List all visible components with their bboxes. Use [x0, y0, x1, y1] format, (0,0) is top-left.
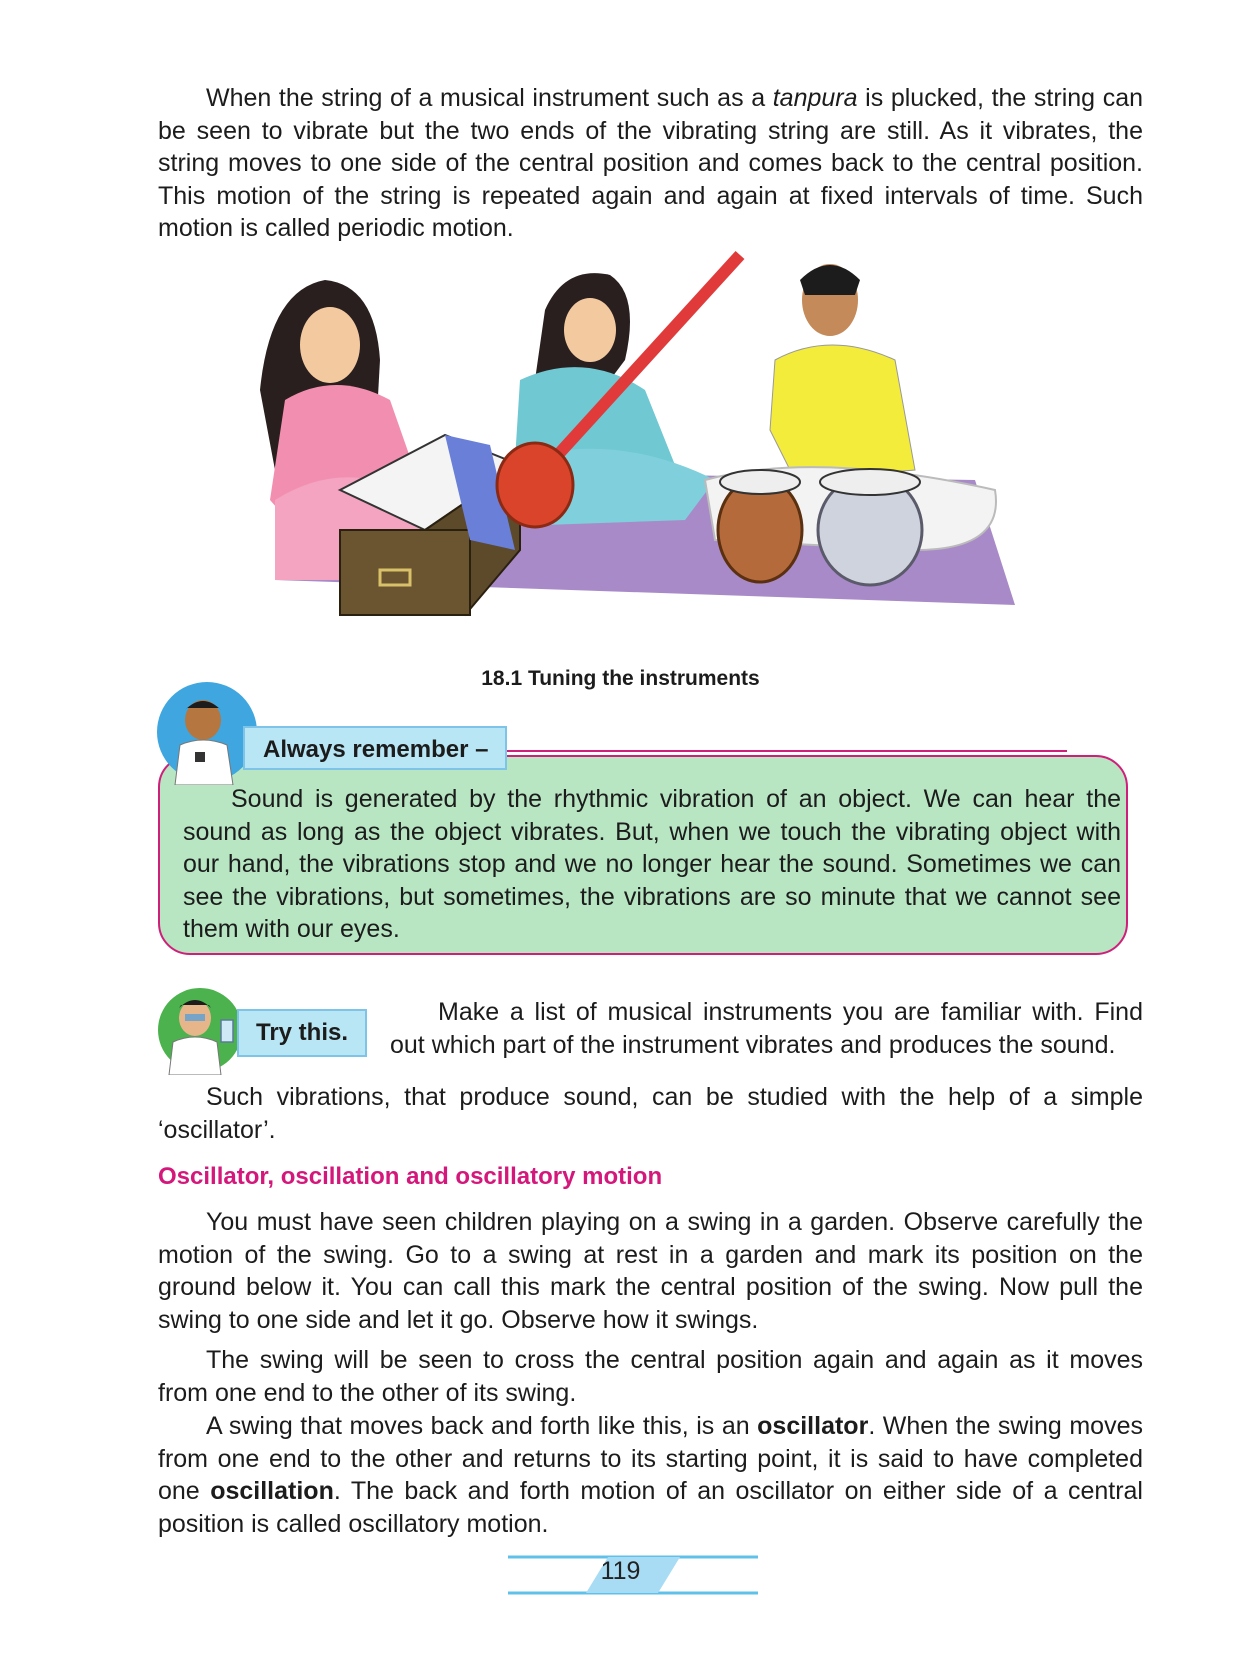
figure-caption: 18.1 Tuning the instruments — [481, 667, 760, 690]
try-this-text: Make a list of musical instruments you are familiar with. Find out which part of the instrument vibrates and produces the sound. — [390, 998, 1143, 1059]
swing-paragraph: You must have seen children playing on a swing in a garden. Observe carefully the motion of the swing. Go to a swing at rest in a garden and mark its position on the ground below it. You can call this mark the central position of the swing. Now pull the swing to one side and let it go. Observe how it swings. — [158, 1208, 1143, 1334]
section-heading: Oscillator, oscillation and oscillatory motion — [158, 1163, 663, 1190]
remember-divider-line — [507, 750, 1067, 752]
page-number: 119 — [600, 1557, 641, 1585]
always-remember-text: Sound is generated by the rhythmic vibration of an object. We can hear the sound as long as the object vibrates. But, when we touch the vibrating object with our hand, the vibrations stop and we no longer hear the sound. Sometimes we can see the vibrations, but sometimes, the vibrations are so minute that we cannot see them with our eyes. — [183, 785, 1121, 943]
musicians-illustration — [215, 250, 1095, 665]
oscillation-definition-paragraph: A swing that moves back and forth like this, is an oscillator. When the swing moves from one end to the other and returns to its starting point, it is said to have completed one oscillation. The back and forth motion of an oscillator on either side of a central position is called oscillatory motion. — [158, 1412, 1143, 1538]
scientist-mascot-icon — [155, 980, 250, 1075]
oscillator-term: oscillator — [757, 1412, 869, 1440]
tanpura-term: tanpura — [772, 84, 858, 112]
oscillation-term: oscillation — [210, 1477, 334, 1505]
central-position-paragraph: The swing will be seen to cross the central position again and again as it moves from one end to the other of its swing. — [158, 1346, 1143, 1407]
oscillator-intro-paragraph: Such vibrations, that produce sound, can be studied with the help of a simple ‘oscillator’. — [158, 1083, 1143, 1144]
intro-paragraph: When the string of a musical instrument such as a tanpura is plucked, the string can be seen to vibrate but the two ends of the vibrating string are still. As it vibrates, the string moves to one side of the central position and comes back to the central position. This motion of the string is repeated again and again at fixed intervals of time. Such motion is called periodic motion. — [158, 84, 1143, 242]
always-remember-title: Always remember – — [243, 726, 507, 770]
try-this-title: Try this. — [237, 1009, 367, 1057]
